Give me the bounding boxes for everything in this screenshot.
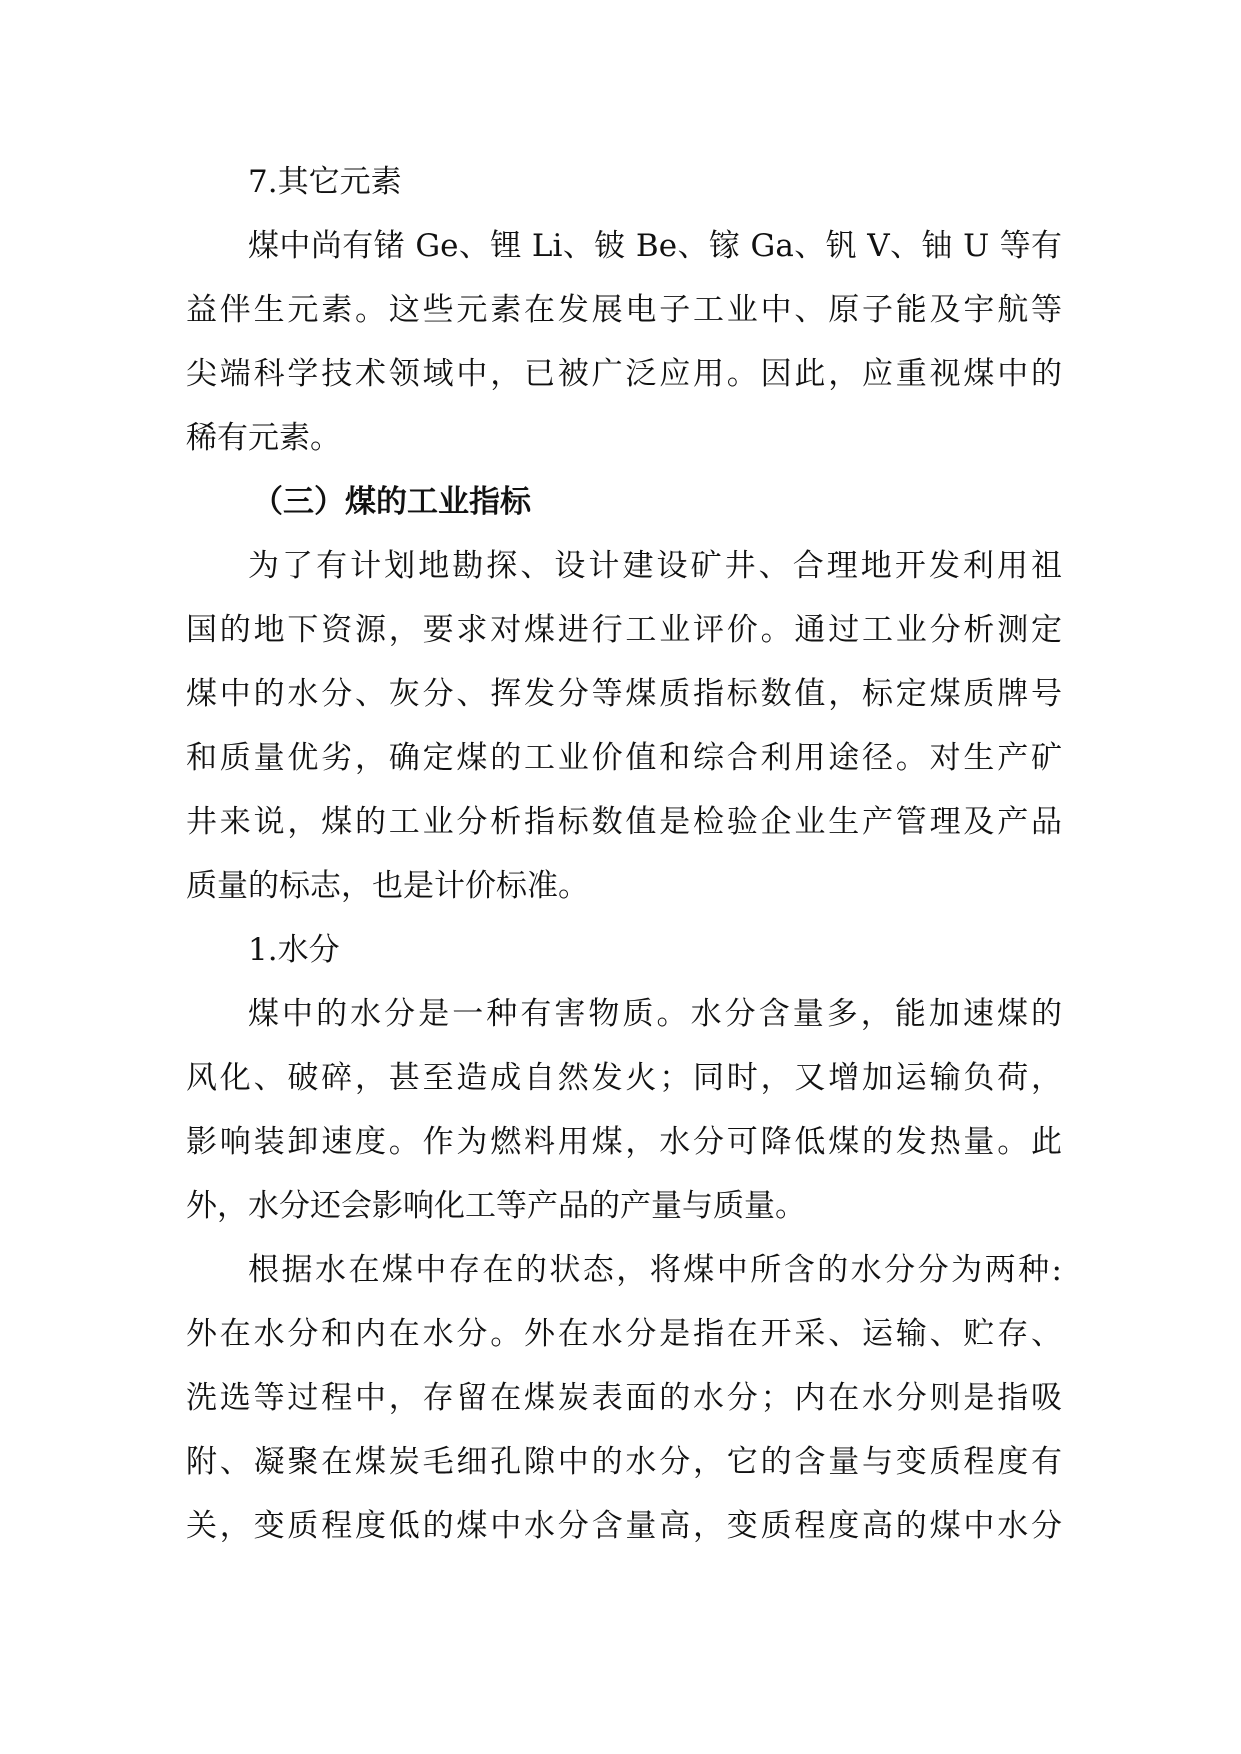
section-heading: （三）煤的工业指标 (252, 484, 531, 520)
paragraph-line: 国的地下资源，要求对煤进行工业评价。通过工业分析测定 (186, 612, 1062, 648)
paragraph-line: 风化、破碎，甚至造成自然发火；同时，又增加运输负荷， (186, 1060, 1062, 1096)
paragraph-line: 质量的标志，也是计价标准。 (186, 868, 589, 904)
paragraph-line: 附、凝聚在煤炭毛细孔隙中的水分，它的含量与变质程度有 (186, 1444, 1062, 1480)
paragraph-line: 外在水分和内在水分。外在水分是指在开采、运输、贮存、 (186, 1316, 1062, 1352)
paragraph-line: 煤中的水分是一种有害物质。水分含量多，能加速煤的 (248, 996, 1062, 1032)
paragraph-line: 洗选等过程中，存留在煤炭表面的水分；内在水分则是指吸 (186, 1380, 1062, 1416)
paragraph-line: 关，变质程度低的煤中水分含量高，变质程度高的煤中水分 (186, 1508, 1062, 1544)
paragraph-line: 尖端科学技术领域中，已被广泛应用。因此，应重视煤中的 (186, 356, 1062, 392)
body-text (186, 150, 1062, 1558)
paragraph-line: 影响装卸速度。作为燃料用煤，水分可降低煤的发热量。此 (186, 1124, 1062, 1160)
subheading-other-elements: 7.其它元素 (248, 164, 402, 200)
paragraph-line: 根据水在煤中存在的状态，将煤中所含的水分分为两种: (248, 1252, 1062, 1288)
paragraph-line: 稀有元素。 (186, 420, 341, 456)
subheading-moisture: 1.水分 (248, 932, 340, 968)
paragraph-line: 为了有计划地勘探、设计建设矿井、合理地开发利用祖 (248, 548, 1062, 584)
paragraph-line: 煤中尚有锗 Ge、锂 Li、铍 Be、镓 Ga、钒 V、铀 U 等有 (248, 228, 1062, 264)
paragraph-line: 和质量优劣，确定煤的工业价值和综合利用途径。对生产矿 (186, 740, 1062, 776)
paragraph-line: 井来说，煤的工业分析指标数值是检验企业生产管理及产品 (186, 804, 1062, 840)
paragraph-line: 益伴生元素。这些元素在发展电子工业中、原子能及宇航等 (186, 292, 1062, 328)
paragraph-line: 煤中的水分、灰分、挥发分等煤质指标数值，标定煤质牌号 (186, 676, 1062, 712)
paragraph-line: 外，水分还会影响化工等产品的产量与质量。 (186, 1188, 806, 1224)
